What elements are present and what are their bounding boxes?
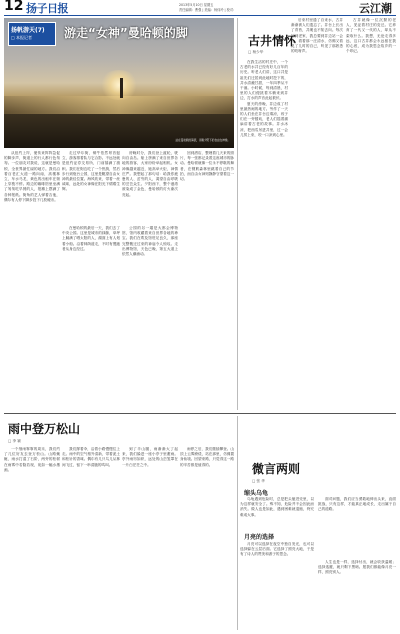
article-column-2 — [62, 151, 120, 224]
gujing-paragraph: 古井就像一位沉默的老人，见证着村庄的变迁。它养育了一代又一代的人，却从不索取什么。我想，无论走得多远，这口古井都会永远留在我的心底，成为我思念故乡的一个印记。 — [346, 18, 396, 54]
series-tag-title: 扬帆游天(7) — [11, 27, 45, 34]
article-paragraph: 在曼哈顿的最后一天，我们去了中央公园。这里是城市的绿肺，草坪上躺满了晒太阳的人，湖面上有人划着小船。沿着林荫道走，不时有慢跑者从身边经过。 — [62, 226, 120, 251]
page-number: 12 — [4, 0, 24, 14]
rain-column-2 — [62, 447, 120, 630]
gujing-paragraph: 夏天的傍晚，井边成了村里最热闹的地方。劳作了一天的人们坐在井台边乘凉，孩子们在一旁嬉戏，老人们摇着蒲扇讲着古老的故事。井水冰凉，把西瓜吊进井里，过一会儿捞上来，咬一口凉到心里。 — [240, 101, 288, 137]
weiyan-paragraph: 面对问题，我们应当勇敢地伸出头来，直面挑战，只有这样，才能真正地成长，走出属于自己的道路。 — [318, 497, 396, 512]
photo-caption: 站在曼哈顿的海滨，远眺夕阳下的自由女神像。 — [175, 139, 230, 142]
rain-paragraph: 到了半山腰，雨渐渐大了起来，我们躲进一座小亭子里避雨。亭外雨帘如织，远处的山峦笼罩在一片白茫茫之中。 — [122, 447, 178, 467]
weiyan-byline: □ 张 华 — [252, 479, 265, 483]
gujing-column-3 — [346, 18, 396, 410]
shore-silhouette — [4, 114, 234, 148]
page-header — [4, 0, 396, 14]
gujing-paragraph: 后来村里通了自来水，古井渐渐被人们遗忘了。井台上长出了青苔，井绳也不知去向。每次回到老家，我总要到井边站一会儿，看着那一汪清水，仿佛又看见了儿时的自己，听见了那熟悉的吱呀声。 — [291, 18, 343, 54]
article-paragraph: 回到酒店，整理着几天来的照片，每一张都记录着这座城市的脉动。曼哈顿就像一位永不停歇的舞者，在钢筋森林里跳着自己的节拍，而自由女神则静静守望着这一切。 — [180, 151, 234, 182]
weiyan-paragraph: 人生也是一样，选择付出，就会收获温暖；选择逃避，就只剩下黑暗。愿我们都能像月亮一样，照亮别人。 — [318, 560, 396, 575]
rain-article-title: 雨中登万松山 — [8, 422, 81, 436]
article-paragraph: 公园的另一端是大都会博物馆，馆内收藏着来自世界各地的珍宝。我们在埃及馆驻足良久，那座完整搬迁过来的神庙令人惊叹。走出博物馆，天色已晚，第五大道上依然人潮涌动。 — [122, 226, 178, 257]
series-tag — [8, 22, 56, 46]
newspaper-logo: 扬子日报 — [26, 2, 68, 15]
article-column-5 — [62, 226, 120, 409]
weiyan-col-1a — [240, 497, 314, 529]
editor-line: 责任编辑：曹强 | 美编：杨伟玲 | 校对： — [179, 8, 237, 12]
gujing-title: 古井情怀 — [248, 34, 297, 48]
gujing-column-1 — [240, 60, 288, 410]
rain-paragraph: 雨停之后，我们继续攀登。山顶上云雾缭绕，站在那里，仿佛置身仙境。回望来路，只觉得这一路的辛苦都是值得的。 — [180, 447, 234, 467]
rain-column-1 — [4, 447, 60, 630]
weiyan-paragraph: 月亮可以选择在夜空中独自发光，也可以选择躲在云层后面。它选择了照亮大地，于是有了诗人的赞美和游子的思念。 — [240, 542, 314, 557]
weiyan-col-2a — [240, 542, 314, 630]
article-paragraph: 傍晚时分，我们登上渡轮，驶向自由岛。船上挤满了来自世界各地的游客，大家纷纷举起相机。女神像越来越近，她高举火炬，神情庄严。我想起了那句话：给我你疲惫的人、贫穷的人，渴望自由呼吸的芸芸众生。夕阳西下，整个港湾被染成了金色，曼哈顿的灯火渐次亮起。 — [122, 151, 178, 197]
bottom-column-divider — [237, 416, 238, 630]
article-column-6 — [122, 226, 178, 409]
water-reflection — [4, 96, 234, 114]
rain-paragraph: 一个细雨霏霏的周末，我们约了几位好友去登万松山。山路蜿蜒，雨水打湿了石阶，两旁的松树在雨雾中若隐若现，宛如一幅水墨画。 — [4, 447, 60, 472]
gujing-column-2 — [291, 18, 343, 410]
series-tag-byline: □ 本报记者 — [11, 35, 33, 40]
gujing-byline: □ 杨少华 — [248, 50, 264, 54]
article-column-4 — [180, 151, 234, 409]
rain-paragraph: 我们撑着伞，沿着小路慢慢往上走。雨中的空气格外清新，带着泥土和松针的香味。偶尔有几只鸟儿从林间飞过，留下一串清脆的鸣叫。 — [62, 447, 120, 467]
weiyan-paragraph: 乌龟遇到危险时，总是把头缩进壳里，以为这样就安全了。殊不知，危险并不会因此而消失。做人也是如此，遇到困难就退缩，终究难成大事。 — [240, 497, 314, 517]
rain-column-4 — [180, 447, 234, 630]
gujing-paragraph: 在我生活的村庄中，一个古老的水井已经有好几百年的历史。听老人们讲，这口井是祖先们迁居到此地时挖下的，井水清澈甘甜，一年四季从不干涸。小时候，每到清晨，村里的人们便挑着木桶来到井边，打水的声音此起彼伏。 — [240, 60, 288, 101]
weiyan-subtitle-1: 缩头乌龟 — [244, 490, 269, 497]
article-paragraph: 走过华尔街，铜牛依然昂首挺立，游客排着队与它合影。不远处就是纽约证券交易所，门前插满了旗帜。我们在街边吃了一个热狗，然后步行到炮台公园，这里是眺望自由女神的最佳位置。海风吹来，带着一丝咸味，远处的女神像在阳光下熠熠生辉。 — [62, 151, 120, 192]
section-divider — [4, 413, 396, 414]
weiyan-title: 微言两则 — [252, 462, 301, 476]
date-line: 2013年5月10日 星期五 — [179, 3, 214, 7]
column-divider — [237, 18, 238, 410]
weiyan-col-1b — [318, 497, 396, 557]
rain-article-byline: □ 李 颖 — [8, 439, 21, 443]
feature-photo — [4, 18, 234, 148]
article-column-1 — [4, 151, 60, 409]
weiyan-col-2b — [318, 560, 396, 630]
statue-silhouette — [120, 78, 123, 98]
weiyan-subtitle-2: 月亮的选择 — [244, 534, 275, 541]
header-divider — [4, 15, 396, 16]
article-headline: 游走“女神”曼哈顿的脚 — [64, 26, 188, 40]
section-title: 云江潮 — [359, 2, 392, 15]
article-paragraph: 从纽约上岸，便传来阵阵急促的脚步声，街道上的行人都行色匆匆。一位朋友对我说，这就是曼哈顿，全世界最忙碌的地方。我们沿着百老汇大道一路向南，高楼林立，车水马龙，黄色的出租车在街上穿梭不停。路边的咖啡馆里坐满了匆匆吃早餐的人，报摊上摆满了各种报纸。街角的艺人弹着吉他，偶尔有人停下脚步投下几枚硬币。 — [4, 151, 60, 202]
article-column-3 — [122, 151, 178, 224]
rain-column-3 — [122, 447, 178, 630]
